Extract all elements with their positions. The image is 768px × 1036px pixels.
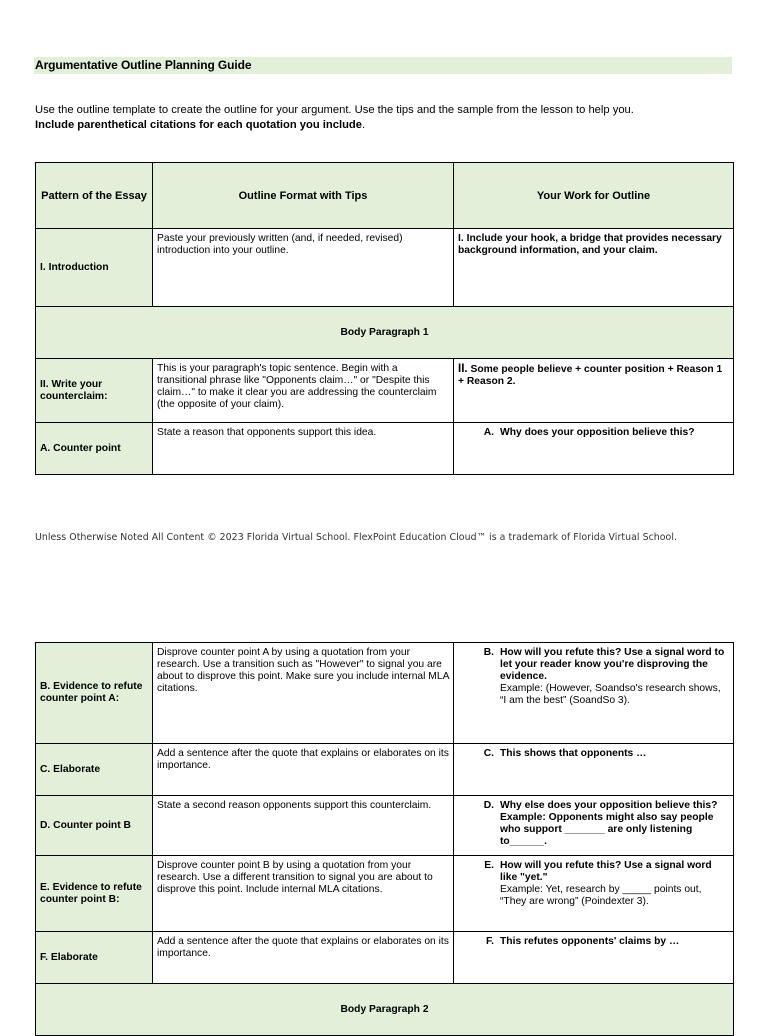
row-work[interactable] — [454, 856, 734, 932]
copyright-footer: Unless Otherwise Noted All Content © 2023 Florida Virtual School. FlexPoint Education Cloud™ is a trademark of Florida Virtual School. — [35, 532, 678, 543]
item-marker: B. — [483, 647, 494, 658]
tip-text: Add a sentence after the quote that explains or elaborates on its importance. — [157, 748, 449, 771]
work-text: Some people believe + counter position + Reason 1 + Reason 2. — [458, 364, 723, 387]
row-label-elaborate-f: F. Elaborate — [36, 932, 153, 984]
tip-text: State a reason that opponents support this idea. — [157, 427, 377, 438]
item-example: Example: Yet, research by _____ points out, “They are wrong” (Poindexter 3). — [500, 884, 702, 907]
row-work[interactable] — [454, 359, 734, 423]
row-tip — [153, 423, 454, 475]
row-work[interactable] — [454, 932, 734, 984]
work-prompt: I. Include your hook, a bridge that provides necessary background information, and your claim. — [458, 233, 722, 256]
table-row — [36, 932, 734, 984]
work-prompt — [458, 359, 729, 388]
table-row — [36, 856, 734, 932]
row-tip — [153, 359, 454, 423]
section-heading: Body Paragraph 1 — [36, 307, 734, 359]
intro-text: Use the outline template to create the outline for your argument. Use the tips and the sample from the lesson to help you. — [35, 104, 634, 116]
row-tip — [153, 796, 454, 856]
row-tip — [153, 744, 454, 796]
header-pattern: Pattern of the Essay — [36, 163, 153, 229]
row-label-evidence-b: E. Evidence to refute counter point B: — [36, 856, 153, 932]
item-text: How will you refute this? Use a signal word like "yet." — [500, 860, 712, 883]
tip-text: Add a sentence after the quote that explains or elaborates on its importance. — [157, 936, 449, 959]
section-row-body-paragraph-1 — [36, 307, 734, 359]
item-text: This shows that opponents … — [500, 748, 647, 759]
table-row — [36, 796, 734, 856]
section-row-body-paragraph-2 — [36, 984, 734, 1036]
row-work[interactable] — [454, 229, 734, 307]
row-work[interactable] — [454, 423, 734, 475]
tip-text: This is your paragraph's topic sentence. Begin with a transitional phrase like "Opponents claim…" or "Despite this claim…" to make it clear you are addressing the counterclaim (the opposite of your claim). — [157, 363, 437, 410]
intro-paragraph — [35, 103, 645, 133]
item-text: Why does your opposition believe this? — [500, 427, 695, 438]
work-item — [458, 932, 729, 948]
table-row — [36, 359, 734, 423]
header-outline-format: Outline Format with Tips — [153, 163, 454, 229]
tip-text: Disprove counter point A by using a quotation from your research. Use a transition such as "However" to signal you are about to disprove this point. Make sure you include internal MLA citations. — [157, 647, 449, 694]
roman-numeral: II. — [458, 363, 468, 375]
item-text: Why else does your opposition believe this? Example: Opponents might also say people who support _______ are only listening to______. — [500, 800, 718, 847]
row-work[interactable] — [454, 643, 734, 744]
item-marker: F. — [485, 936, 494, 947]
work-item — [458, 856, 729, 908]
table-row — [36, 229, 734, 307]
work-item — [458, 643, 729, 707]
tip-text: Paste your previously written (and, if needed, revised) introduction into your outline. — [157, 233, 403, 256]
row-label-introduction: I. Introduction — [36, 229, 153, 307]
row-label-counter-point-b: D. Counter point B — [36, 796, 153, 856]
tip-text: Disprove counter point B by using a quotation from your research. Use a different transition to signal you are about to disprove this point. Include internal MLA citations. — [157, 860, 433, 895]
page-title: Argumentative Outline Planning Guide — [35, 58, 252, 72]
item-example: Example: (However, Soandso's research shows, “I am the best” (SoandSo 3). — [500, 683, 721, 706]
table-header-row — [36, 163, 734, 229]
row-label-evidence-a: B. Evidence to refute counter point A: — [36, 643, 153, 744]
tip-text: State a second reason opponents support this counterclaim. — [157, 800, 432, 811]
table-row — [36, 744, 734, 796]
header-your-work: Your Work for Outline — [454, 163, 734, 229]
row-label-elaborate-c: C. Elaborate — [36, 744, 153, 796]
outline-table-page-2 — [35, 642, 734, 1036]
row-tip — [153, 643, 454, 744]
row-label-counterclaim: II. Write your counterclaim: — [36, 359, 153, 423]
table-row — [36, 643, 734, 744]
row-work[interactable] — [454, 744, 734, 796]
work-item — [458, 744, 729, 760]
title-banner — [34, 57, 732, 74]
work-item — [458, 423, 729, 439]
row-work[interactable] — [454, 796, 734, 856]
row-tip — [153, 856, 454, 932]
item-marker: E. — [484, 860, 494, 871]
intro-end: . — [361, 119, 366, 131]
table-row — [36, 423, 734, 475]
item-marker: A. — [483, 427, 494, 438]
item-text: How will you refute this? Use a signal word to let your reader know you're disproving the evidence. — [500, 647, 725, 682]
item-text: This refutes opponents' claims by … — [500, 936, 680, 947]
row-tip — [153, 932, 454, 984]
item-marker: C. — [483, 748, 494, 759]
intro-bold-instruction: Include parenthetical citations for each quotation you include — [35, 119, 362, 131]
row-label-counter-point: A. Counter point — [36, 423, 153, 475]
outline-table-page-1 — [35, 162, 734, 475]
work-item — [458, 796, 729, 848]
item-marker: D. — [483, 800, 494, 811]
row-tip — [153, 229, 454, 307]
section-heading: Body Paragraph 2 — [36, 984, 734, 1036]
